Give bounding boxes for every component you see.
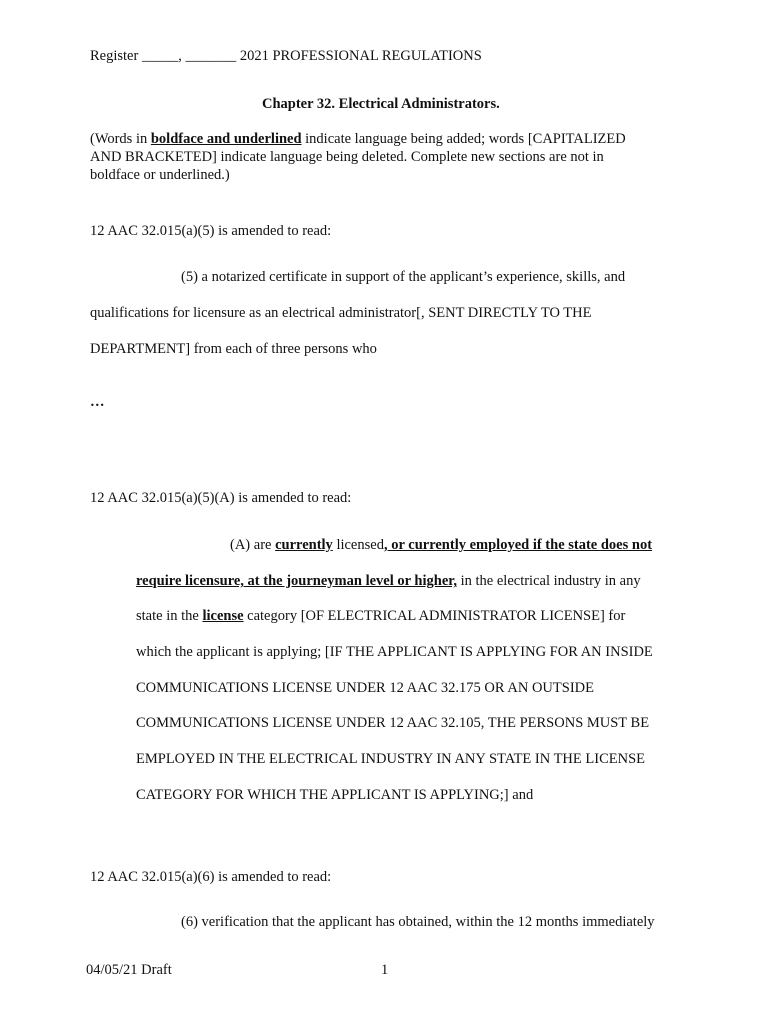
page-number: 1 bbox=[381, 962, 389, 978]
s2-added-text: currently bbox=[275, 537, 333, 553]
section2-line-6: COMMUNICATIONS LICENSE UNDER 12 AAC 32.105, THE PERSONS MUST BE bbox=[136, 715, 650, 731]
note-text: (Words in bbox=[90, 131, 151, 147]
s2-text: state in the bbox=[136, 608, 203, 624]
note-line-3: boldface or underlined.) bbox=[90, 167, 230, 183]
section1-line-3: DEPARTMENT] from each of three persons who bbox=[90, 341, 377, 357]
section2-line-5: COMMUNICATIONS LICENSE UNDER 12 AAC 32.175 OR AN OUTSIDE bbox=[136, 680, 594, 696]
note-text: indicate language being added; words [CAPITALIZED bbox=[301, 131, 626, 147]
section2-line-2 bbox=[136, 572, 641, 590]
s2-added-text: license bbox=[202, 608, 244, 624]
note-emphasis: boldface and underlined bbox=[150, 131, 302, 147]
s2-text: licensed bbox=[332, 537, 384, 553]
section1-heading: 12 AAC 32.015(a)(5) is amended to read: bbox=[90, 223, 332, 239]
section1-line-2: qualifications for licensure as an electrical administrator[, SENT DIRECTLY TO THE bbox=[90, 305, 592, 321]
chapter-title: Chapter 32. Electrical Administrators. bbox=[262, 96, 500, 112]
section2-line-7: EMPLOYED IN THE ELECTRICAL INDUSTRY IN ANY STATE IN THE LICENSE bbox=[136, 751, 645, 767]
section2-line-3 bbox=[136, 607, 625, 625]
s2-text: (A) are bbox=[230, 537, 276, 553]
ellipsis: … bbox=[90, 394, 105, 410]
section2-heading: 12 AAC 32.015(a)(5)(A) is amended to read: bbox=[90, 490, 352, 506]
note-line-1 bbox=[90, 130, 690, 148]
section1-line-1: (5) a notarized certificate in support of the applicant’s experience, skills, and bbox=[181, 269, 626, 285]
s2-text: in the electrical industry in any bbox=[457, 573, 641, 589]
section3-heading: 12 AAC 32.015(a)(6) is amended to read: bbox=[90, 869, 332, 885]
section2-line-8: CATEGORY FOR WHICH THE APPLICANT IS APPLYING;] and bbox=[136, 787, 534, 803]
s2-added-text: require licensure, at the journeyman level or higher, bbox=[136, 573, 457, 589]
s2-added-text: , or currently employed if the state does not bbox=[383, 537, 653, 553]
note-line-2: AND BRACKETED] indicate language being deleted. Complete new sections are not in bbox=[90, 149, 604, 165]
page-header: Register _____, _______ 2021 PROFESSIONAL REGULATIONS bbox=[90, 48, 482, 64]
section2-line-1 bbox=[230, 536, 652, 554]
footer-draft-date: 04/05/21 Draft bbox=[86, 962, 172, 978]
editorial-note bbox=[90, 130, 690, 184]
s2-text: category [OF ELECTRICAL ADMINISTRATOR LICENSE] for bbox=[243, 608, 626, 624]
section2-line-4: which the applicant is applying; [IF THE APPLICANT IS APPLYING FOR AN INSIDE bbox=[136, 644, 653, 660]
section3-line-1: (6) verification that the applicant has obtained, within the 12 months immediately bbox=[181, 914, 655, 930]
